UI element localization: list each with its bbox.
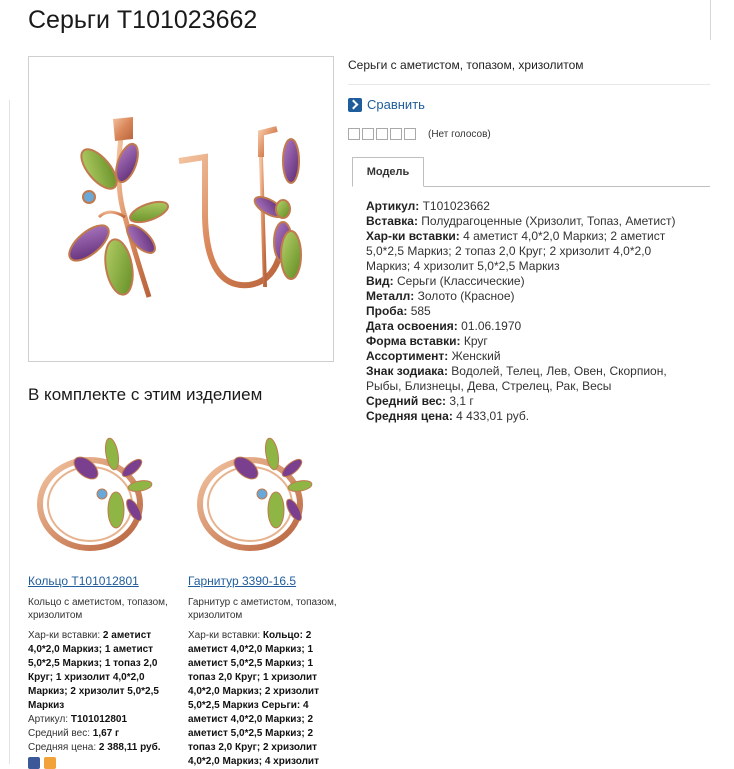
earrings-image xyxy=(29,57,333,361)
compare-label: Сравнить xyxy=(367,97,425,112)
set-picture xyxy=(188,418,328,568)
odnoklassniki-share-icon[interactable] xyxy=(44,757,56,769)
spec-row: Вставка: Полудрагоценные (Хризолит, Топаз, Аметист) xyxy=(366,214,676,228)
rating-star-icon[interactable] xyxy=(376,128,388,140)
set-item-description: Гарнитур с аметистом, топазом, хризолитом xyxy=(188,597,337,621)
set-item-card xyxy=(188,418,338,769)
page-title: Серьги Т101023662 xyxy=(28,6,258,34)
set-item-weight: Средний вес: 1,67 г xyxy=(28,728,120,739)
ring-picture xyxy=(28,418,168,568)
set-item-article: Артикул: Т101012801 xyxy=(28,714,128,725)
spec-row: Ассортимент: Женский xyxy=(366,349,501,363)
set-item-link[interactable]: Гарнитур 3390-16.5 xyxy=(188,574,297,588)
tab-model[interactable]: Модель xyxy=(352,157,424,187)
set-item-card xyxy=(28,418,178,755)
share-icons xyxy=(28,757,56,769)
set-item-link[interactable]: Кольцо Т101012801 xyxy=(28,574,139,588)
product-photo[interactable] xyxy=(28,56,334,362)
divider xyxy=(348,84,710,85)
spec-row: Дата освоения: 01.06.1970 xyxy=(366,319,522,333)
rating-widget xyxy=(348,128,491,140)
top-divider xyxy=(710,0,734,40)
rating-star-icon[interactable] xyxy=(362,128,374,140)
spec-row: Металл: Золото (Красное) xyxy=(366,289,515,303)
spec-row: Знак зодиака: Водолей, Телец, Лев, Овен, Скорпион, Рыбы, Близнецы, Дева, Стрелец, Рак, Весы xyxy=(366,364,667,393)
votes-count: (Нет голосов) xyxy=(428,128,491,140)
set-item-description: Кольцо с аметистом, топазом, хризолитом xyxy=(28,597,168,621)
product-description: Серьги с аметистом, топазом, хризолитом xyxy=(348,58,584,72)
set-item-specs: Хар-ки вставки: Кольцо: 2 аметист 4,0*2,0 Маркиз; 1 аметист 5,0*2,5 Маркиз; 1 топаз 2,0 Круг; 1 хризолит 4,0*2,0 Маркиз; 2 хризолит 5,0*2,5 Маркиз Серьги: 4 аметист 4,0*2,0 Маркиз; 2 аметист 5,0*2,5 Маркиз; 2 топаз 2,0 Круг; 2 хризолит 4,0*2,0 Маркиз; 4 хризолит xyxy=(188,630,319,767)
spec-row: Форма вставки: Круг xyxy=(366,334,488,348)
compare-arrow-icon xyxy=(348,98,362,112)
compare-link[interactable] xyxy=(348,97,425,112)
spec-row: Хар-ки вставки: 4 аметист 4,0*2,0 Маркиз; 2 аметист 5,0*2,5 Маркиз; 2 топаз 2,0 Круг; 2 хризолит 4,0*2,0 Маркиз; 4 хризолит 5,0*2,5 Маркиз xyxy=(366,229,666,273)
set-item-specs: Хар-ки вставки: 2 аметист 4,0*2,0 Маркиз; 1 аметист 5,0*2,5 Маркиз; 1 топаз 2,0 Круг; 1 хризолит 4,0*2,0 Маркиз; 2 хризолит 5,0*2,5 Маркиз xyxy=(28,630,159,711)
ring-image[interactable] xyxy=(28,418,168,568)
specs-list xyxy=(366,199,696,424)
spec-row: Артикул: Т101023662 xyxy=(366,199,490,213)
spec-row: Вид: Серьги (Классические) xyxy=(366,274,525,288)
facebook-share-icon[interactable] xyxy=(28,757,40,769)
left-panel-edge xyxy=(0,100,10,764)
spec-row: Проба: 585 xyxy=(366,304,431,318)
rating-star-icon[interactable] xyxy=(390,128,402,140)
set-section-title: В комплекте с этим изделием xyxy=(28,385,263,404)
set-item-price: Средняя цена: 2 388,11 руб. xyxy=(28,742,161,753)
rating-star-icon[interactable] xyxy=(348,128,360,140)
spec-row: Средняя цена: 4 433,01 руб. xyxy=(366,409,530,423)
rating-star-icon[interactable] xyxy=(404,128,416,140)
spec-row: Средний вес: 3,1 г xyxy=(366,394,474,408)
set-image[interactable] xyxy=(188,418,328,568)
